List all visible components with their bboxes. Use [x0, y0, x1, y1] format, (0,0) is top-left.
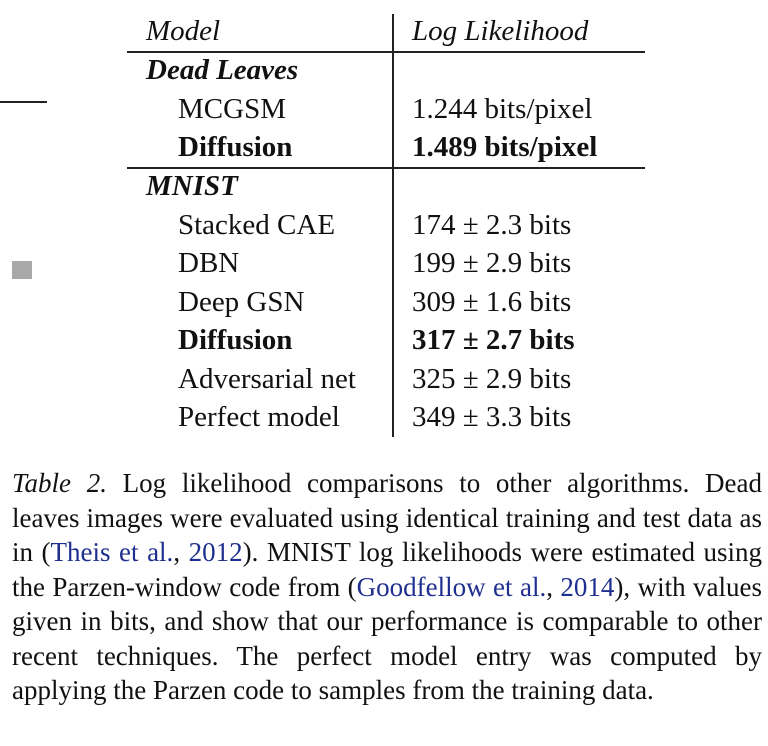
- value-cell-adversarial-net: 325 ± 2.9 bits: [412, 363, 572, 395]
- section-title-mnist: MNIST: [146, 170, 238, 202]
- model-cell-stacked-cae: Stacked CAE: [178, 209, 336, 241]
- left-margin-dash: [0, 101, 47, 103]
- table-caption: [12, 466, 762, 708]
- value-cell-perfect-model: 349 ± 3.3 bits: [412, 401, 572, 433]
- column-divider: [392, 14, 394, 437]
- model-cell-diffusion-dead-leaves: Diffusion: [178, 131, 293, 163]
- value-cell-deep-gsn: 309 ± 1.6 bits: [412, 286, 572, 318]
- citation-link-theis-author[interactable]: Theis et al.: [50, 537, 174, 567]
- model-cell-mcgsm: MCGSM: [178, 93, 286, 125]
- model-cell-perfect-model: Perfect model: [178, 401, 340, 433]
- value-cell-stacked-cae: 174 ± 2.3 bits: [412, 209, 572, 241]
- value-cell-mcgsm: 1.244 bits/pixel: [412, 93, 593, 125]
- header-log-likelihood: Log Likelihood: [412, 15, 589, 47]
- citation-separator: ,: [546, 571, 561, 602]
- citation-link-theis-year[interactable]: 2012: [188, 537, 243, 567]
- section-title-dead-leaves: Dead Leaves: [146, 54, 299, 86]
- model-cell-deep-gsn: Deep GSN: [178, 286, 305, 318]
- model-cell-diffusion-mnist: Diffusion: [178, 324, 293, 356]
- header-model: Model: [146, 15, 221, 47]
- value-cell-diffusion-mnist: 317 ± 2.7 bits: [412, 324, 575, 356]
- caption-text: ), with values given in bits, and show that our performance is comparable to other recent techniques. The perfect model entry was computed by applying the Parzen code to samples from the training data.: [12, 571, 762, 705]
- citation-link-goodfellow-year[interactable]: 2014: [560, 571, 615, 602]
- caption-label: Table 2.: [12, 468, 107, 498]
- citation-separator: ,: [173, 537, 189, 567]
- model-cell-dbn: DBN: [178, 247, 240, 279]
- margin-marker: [12, 261, 32, 279]
- citation-link-goodfellow-author[interactable]: Goodfellow et al.: [356, 571, 547, 602]
- value-cell-diffusion-dead-leaves: 1.489 bits/pixel: [412, 131, 598, 163]
- model-cell-adversarial-net: Adversarial net: [178, 363, 356, 395]
- caption-text: ). MNIST log likelihoods were estimated using the Parzen-window code from (: [12, 537, 762, 602]
- value-cell-dbn: 199 ± 2.9 bits: [412, 247, 572, 279]
- caption-text: Log likelihood comparisons to other algorithms. Dead leaves images were evaluated using identical training and test data as in (: [12, 468, 762, 567]
